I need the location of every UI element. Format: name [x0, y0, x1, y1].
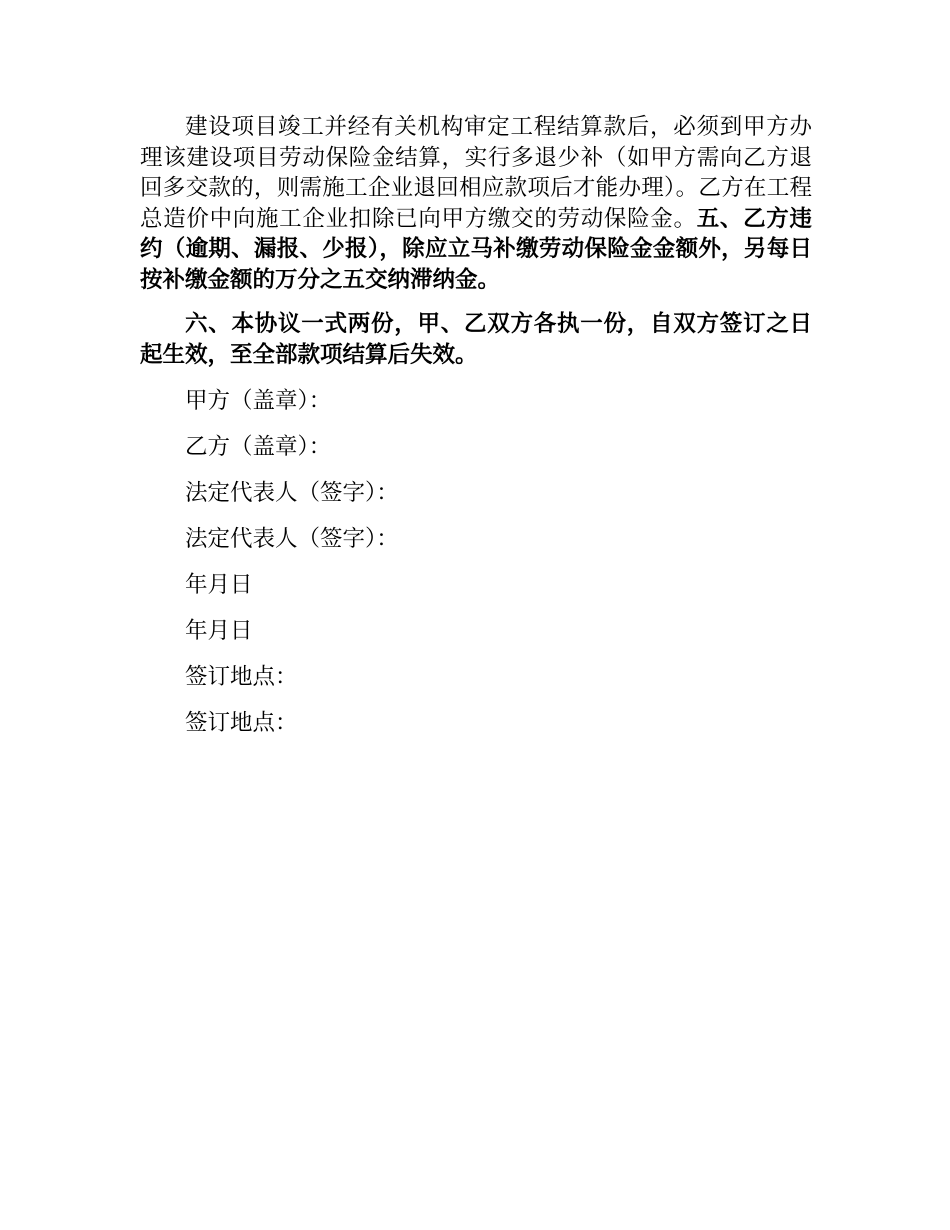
clause-five-breach: 五、乙方违约（逾期、漏报、少报），除应立马补缴劳动保险金金额外，另每日按补缴金额的万分之五交纳滞纳金。	[140, 205, 812, 293]
signing-place-line-b: 签订地点：	[185, 710, 298, 736]
date-line-a: 年月日	[185, 572, 253, 598]
date-line-b: 年月日	[185, 618, 253, 644]
paragraph-settlement-text: 建设项目竣工并经有关机构审定工程结算款后，必须到甲方办理该建设项目劳动保险金结算，实行多退少补（如甲方需向乙方退回多交款的，则需施工企业退回相应款项后才能办理）。乙方在工程总造价中向施工企业扣除已向甲方缴交的劳动保险金。	[140, 114, 812, 232]
document-page	[140, 112, 812, 754]
legal-representative-line-b: 法定代表人（签字）：	[185, 526, 399, 552]
paragraph-settlement	[140, 112, 812, 295]
signing-place-line-a: 签订地点：	[185, 664, 298, 690]
clause-six-validity: 六、本协议一式两份，甲、乙双方各执一份，自双方签订之日起生效，至全部款项结算后失效。	[140, 311, 812, 368]
party-a-seal-line: 甲方（盖章）：	[185, 388, 332, 414]
signature-block	[140, 386, 812, 754]
party-b-seal-line: 乙方（盖章）：	[185, 434, 332, 460]
legal-representative-line-a: 法定代表人（签字）：	[185, 480, 399, 506]
